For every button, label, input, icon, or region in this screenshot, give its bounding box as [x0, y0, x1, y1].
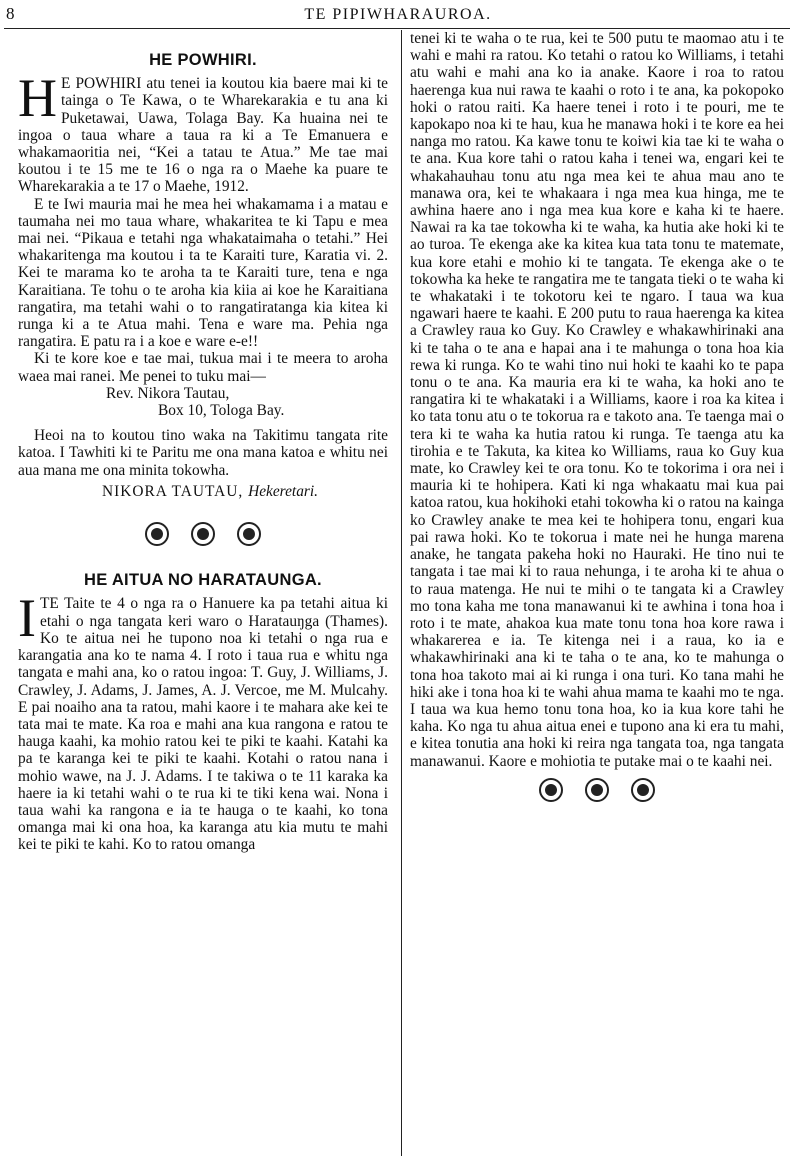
article-paragraph-continued: tenei ki te waha o te rua, kei te 500 putu te maomao atu i te wahi e mahi ra ratou. Ko tetahi o ratou ko Williams, i tetahi atu wahi e mahi ana ko ia anake. Kaore i roa to ratou haerenga kua nui rawa te kaahi o roto i te ana, ka pokopoko hoki o ratou raiti. Ka haere tenei i roto i te pouri, me te kapokapo noa ki te hau, kua he manawa hoki i te kore ea hei nanga mo ratou. Ka kawe tonu te koiwi kia tae ki te waha o te ana. Kua kore tahi o ratou kaha i tenei wa, engari kei te whakahauhau tonu atu nga mea kei te ahua mau ano te manawa ora, kei te whakaara i nga mea kua hinga, me te awhina haere ano i nga mea kua kore e kaha ki te haere. Nawai ra ka tae tokowha ki te waha, ka hutia ake hoki ki te ao turoa. Te ekenga ake ka kitea kua tata tonu te matemate, kua kore etahi e mohio ki te tangata. Te ekenga ake o te tokowha ka heke te rangatira me te tangata tieki o te waha ki te whakataki i te tokotoru kei te ngaro. I taua wa kua ngawari haere te kaahi. E 200 putu to raua haerenga ka kitea a Crawley raua ko Guy. Ko Crawley e whakawhirinaki ana ki te taha o te ana e hapai ana i te mahunga o tona hoa kia rewa ki runga. Ko te wahi tino nui hoki te kaahi ko te papa tonu o te ana. Ka mauria era ki te waha, ka hoki ano te rangatira ki te whakataki i a Williams, kaore i roa ka kitea i ko tata tonu atu o te tokorua ra e takoto ana. Te taenga mai o tera ki te waha ka hutia ratou ki runga. Te taenga atu ka tirohia e te Takuta, ka kitea ko Williams, raua ko Guy kua mate, ko Crawley kei te ora tonu. Ko te tokorima i ora nei i mauria ki te hohipera. Kati ki nga whakaatu mai kua pai katoa ratou, kua hokihoki etahi tokowha ki o ratou na kainga ko Crawley anake te mea kei te hohipera tonu, engari kua pai rawa hoki. Ko te tokorua i mate nei he hunga marena anake, he tangata pakeha hoki no Hauraki. He tino nui te tangata i tae mai ki to raua nehunga, i te aroha ki te ahua o to raua matenga. He nui te mihi o te tangata ki a Crawley mo tona kaha me tona manawanui ki te awhina i tona hoa i roto i te mate, ahakoa kua mate tonu tona hoa kore rawa i whakarerea e ia. Te kitenga nei i a raua, ko ia e whakawhirinaki ana ki te taha o te ana, ko te mahunga o tona hoa takoto mai ai ki runga i ona turi. Ko tana mahi he hiki ake i tona hoa ki te wahi ahua mama te kaahi mo te nga. I taua wa kua hemo tonu tona hoa, ko ia kua kore tahi he kaha. Ko nga tu ahua aitua enei e tupono ana ki era tu mahi, e kitea tonutia ana hoki ki reira nga tangata toa, nga tangata manawanui. Kaore e mohiotia te putake mai o te kaahi nei.: [410, 30, 784, 770]
flower-ornament-icon: [539, 778, 563, 802]
flower-ornament-icon: [237, 522, 261, 546]
article-title-powhiri: HE POWHIRI.: [149, 51, 257, 69]
article-paragraph: [18, 588, 388, 854]
ornament-divider: [410, 778, 784, 806]
ornament-divider: [18, 522, 388, 550]
right-column: [410, 30, 784, 1156]
article-paragraph: [18, 68, 388, 196]
article-paragraph: E te Iwi mauria mai he mea hei whakamama i a matau e taumaha nei mo taua whare, whakaritea te ki Tapu e mea mai nei. “Pikaua e tetahi nga whakataimaha o tetahi.” Hei whakaritenga ma koutou i ta te Karaiti ture, Karatia vi. 2. Kei te marama ko te aroha ta te Karaiti ture, tena e nga Karaitiana. Te tohu o te aroha kia kiia ai koe he Karaitiana rangatira, ma tetahi wahi o to rangatiratanga kia kitea ki runga ki a te Atua mahi. Tena e ware ma. Pehia nga rangatira. E patu ra i a koe e ware e-e!!: [18, 195, 388, 351]
paragraph-text: E POWHIRI atu tenei ia koutou kia baere mai ki te tainga o Te Kawa, o te Wharekarakia e tu ana ki Puketawai, Uawa, Tolaga Bay. Ka huaina nei te ingoa o taua whare a taua ra ki a Te Emanuera e whakamaoritia nei, “Kei a tatau te Atua.” Me tae mai koutou i te 15 me te 16 o nga ra o Maehe ka puare te Wharekarakia a te 17 o Maehe, 1912.: [18, 75, 388, 196]
page-number: 8: [6, 4, 15, 23]
signature-line: Rev. Nikora Tautau,: [106, 384, 230, 402]
drop-cap: I: [18, 588, 36, 649]
running-head: TE PIPIWHARAUROA.: [304, 6, 492, 23]
article-paragraph: Ki te kore koe e tae mai, tukua mai i te meera to aroha waea mai ranei. Me penei to tuku mai—: [18, 350, 388, 385]
flower-ornament-icon: [631, 778, 655, 802]
flower-ornament-icon: [145, 522, 169, 546]
flower-ornament-icon: [191, 522, 215, 546]
header-rule: [4, 28, 790, 29]
closing-role: Hekeretari.: [248, 482, 319, 500]
signature-address: Box 10, Tologa Bay.: [158, 402, 285, 420]
closing-name: NIKORA TAUTAU,: [102, 482, 244, 500]
closing-signature: [18, 483, 388, 500]
drop-cap: H: [18, 68, 57, 129]
paragraph-text: TE Taite te 4 o nga ra o Hanuere ka pa tetahi aitua ki etahi o nga tangata keri waro o Haratauŋga (Thames). Ko te aitua nei he tupono noa ki tetahi o nga rua e karangatia ana ko te nama 4. I roto i taua rua e whitu nga tangata e mahi ana, ko o ratou ingoa: T. Guy, J. Williams, J. Crawley, J. Adams, J. James, A. J. Vercoe, me M. Mulcahy. E pai noaiho ana ta ratou, mahi kaore i te mahara ake kei te tata mai te mate. Ka roa e mahi ana kua rangona e ratou te hauga kaahi, ka mohio ratou kei te piki te kaahi. Katahi ka pa te karanga kei te piki te kaahi. Kotahi o ratou nana i mohio wawe, na J. J. Adams. I te takiwa o te 11 karaka ka haere ia ki tetahi wahi o te rua ki te tiki kena wai. Nona i taua wahi ka rangona e ia te hauga o te kaahi, ko tona omanga mai ki ona hoa, ka karanga atu kia mutu te mahi kei te piki te kahi. Ko to ratou omanga: [18, 595, 388, 854]
left-column: [18, 30, 388, 1156]
article-paragraph: Heoi na to koutou tino waka na Takitimu tangata rite katoa. I Tawhiti ki te Paritu me ona mana katoa e whitu nei aua mana me ona minita tokowha.: [18, 427, 388, 479]
flower-ornament-icon: [585, 778, 609, 802]
column-rule: [401, 30, 402, 1156]
article-title-aitua: HE AITUA NO HARATAUNGA.: [84, 571, 322, 590]
